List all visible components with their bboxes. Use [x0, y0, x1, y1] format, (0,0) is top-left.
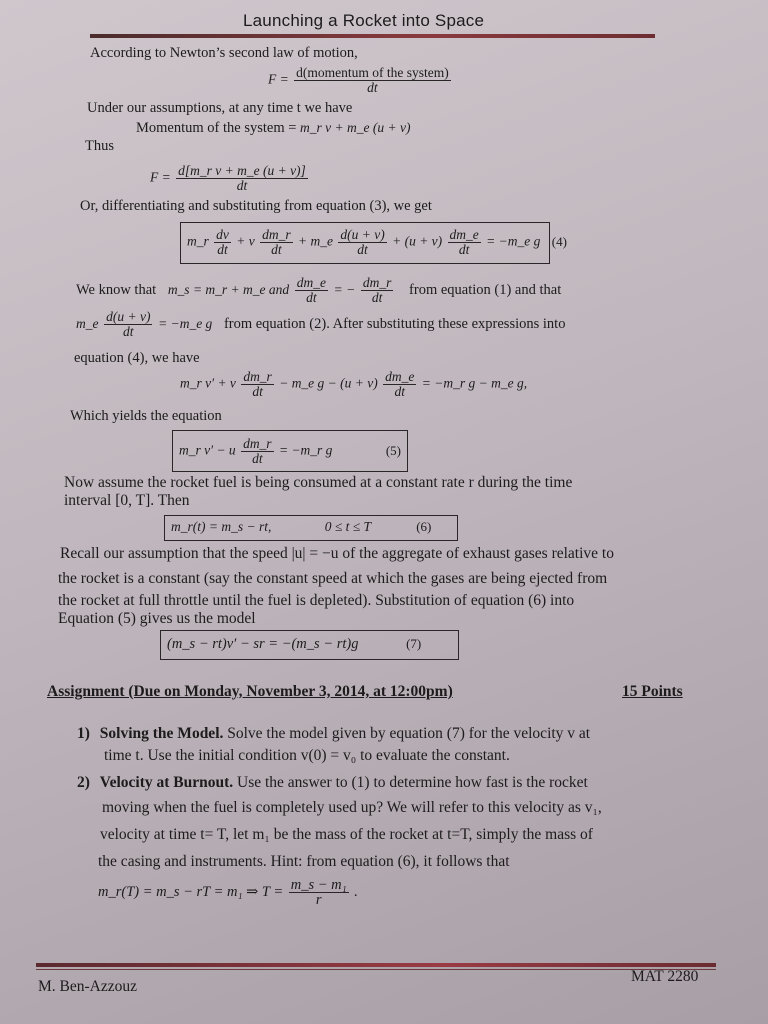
- equation-4-box: [180, 222, 567, 264]
- item-1: 1) Solving the Model. Solve the model given by equation (7) for the velocity v at: [77, 725, 591, 742]
- assumptions-text: Under our assumptions, at any time t we have: [87, 100, 353, 116]
- footer-rule: [36, 963, 716, 967]
- equation-7-box: [160, 630, 459, 660]
- we-know-line: We know that m_s = m_r + m_e and $\frac{dm\_e}{dt}$ = − $\frac{dm\_r}{dt}$ from equation (1) and that: [76, 275, 562, 305]
- assume-line-1: Now assume the rocket fuel is being consumed at a constant rate r during the time: [64, 474, 573, 491]
- assignment-heading: Assignment (Due on Monday, November 3, 2014, at 12:00pm): [47, 683, 453, 700]
- item-2-final-equation: m_r(T) = m_s − rT = m₁ ⇒ T = $\frac{\text{m\_s − m₁}}{r}$ .: [98, 877, 358, 908]
- assignment-points: 15 Points: [622, 683, 683, 700]
- footer-rule-thin: [36, 969, 716, 970]
- header-rule: [90, 34, 655, 38]
- equation-4-ref: equation (4), we have: [74, 350, 200, 366]
- momentum-line: Momentum of the system = m_r v + m_e (u + v): [136, 120, 411, 136]
- intro-text: According to Newton’s second law of motion,: [90, 45, 358, 61]
- footer-course: MAT 2280: [631, 968, 699, 985]
- thus-text: Thus: [85, 138, 114, 154]
- item-1-line-2: time t. Use the initial condition v(0) = v₀ to evaluate the constant.: [104, 747, 510, 764]
- document-title: Launching a Rocket into Space: [243, 11, 485, 30]
- differentiating-text: Or, differentiating and substituting from equation (3), we get: [80, 198, 432, 214]
- footer-author: M. Ben-Azzouz: [38, 978, 137, 995]
- equation-substituted: m_r v′ + v $\frac{dm\_r}{dt}$ − m_e g − (u + v) $\frac{dm\_e}{dt}$ = −m_r g − m_e g,: [180, 369, 528, 399]
- item-2-line-2: moving when the fuel is completely used up? We will refer to this velocity as v₁,: [102, 799, 602, 816]
- item-2-line-3: velocity at time t= T, let m₁ be the mass of the rocket at t=T, simply the mass of: [100, 826, 593, 843]
- recall-line-3: the rocket at full throttle until the fuel is depleted). Substitution of equation (6) into: [58, 592, 575, 609]
- recall-line-2: the rocket is a constant (say the constant speed at which the gases are being ejected from: [58, 570, 608, 587]
- item-2: 2) Velocity at Burnout. Use the answer to (1) to determine how fast is the rocket: [77, 774, 588, 791]
- item-2-line-4: the casing and instruments. Hint: from equation (6), it follows that: [98, 853, 510, 870]
- equation-newton: F = $\frac{\text{d(momentum of the system)}}{dt}$: [268, 65, 449, 95]
- equation-6: m_r(t) = m_s − rt, 0 ≤ t ≤ T (6): [171, 519, 432, 534]
- recall-line-1: Recall our assumption that the speed |u| = −u of the aggregate of exhaust gases relative to: [60, 545, 614, 562]
- equation-5: m_r v′ − u $\frac{dm\_r}{dt}$ = −m_r g (5): [179, 436, 401, 466]
- recall-line-4: Equation (5) gives us the model: [58, 610, 256, 627]
- equation-7: (m_s − rt)v′ − sr = −(m_s − rt)g (7): [167, 636, 422, 652]
- equation-4: m_r $\frac{dv}{dt}$ + v $\frac{dm\_r}{dt}$ + m_e $\frac{d(u + v)}{dt}$ + (u + v) $\frac{dm\_e}{dt}$ = −m_e g (4): [187, 227, 567, 257]
- which-yields-text: Which yields the equation: [70, 408, 222, 424]
- equation-2-line: m_e $\frac{d(u + v)}{dt}$ = −m_e g from equation (2). After substituting these expressions into: [76, 309, 566, 339]
- equation-5-box: [172, 430, 408, 472]
- equation-6-box: [164, 515, 458, 541]
- equation-force: F = $\frac{\text{d[m\_r v + m\_e (u + v)]}}{dt}$: [150, 163, 306, 193]
- assume-line-2: interval [0, T]. Then: [64, 492, 190, 509]
